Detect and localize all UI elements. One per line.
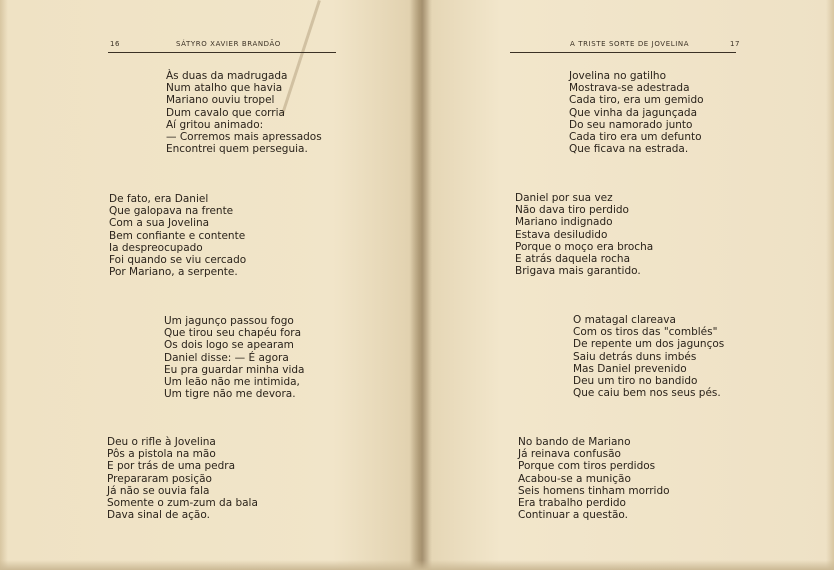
verse-line: Do seu namorado junto (569, 118, 693, 131)
verse-line: Deu o rifle à Jovelina (107, 436, 216, 448)
verse-line: Seis homens tinham morrido (518, 484, 670, 497)
verse-line: Acabou-se a munição (518, 472, 631, 485)
verse-line: O matagal clareava (573, 314, 676, 326)
right-stanza-1 (569, 70, 704, 155)
right-page-number: 17 (730, 40, 741, 48)
verse-line: Foi quando se viu cercado (109, 254, 247, 267)
verse-line: Não dava tiro perdido (515, 204, 629, 217)
verse-line: Porque o moço era brocha (515, 240, 654, 253)
verse-line: Que ficava na estrada. (569, 143, 689, 156)
verse-line: Já não se ouvia fala (107, 484, 210, 497)
left-header-rule (108, 52, 336, 53)
verse-line: Mostrava-se adestrada (569, 82, 690, 95)
left-stanza-4 (107, 436, 258, 521)
verse-line: Por Mariano, a serpente. (109, 266, 238, 279)
verse-line: Jovelina no gatilho (569, 70, 667, 82)
right-running-head: A TRISTE SORTE DE JOVELINA (570, 40, 690, 48)
verse-line: Que tirou seu chapéu fora (164, 327, 302, 340)
verse-line: Porque com tiros perdidos (518, 460, 656, 473)
verse-line: Os dois logo se apearam (164, 339, 294, 352)
verse-line: E por trás de uma pedra (107, 460, 236, 473)
verse-line: Estava desiludido (515, 228, 608, 241)
verse-line: Dum cavalo que corria (166, 106, 285, 119)
bottom-edge-shadow (0, 560, 834, 570)
verse-line: Prepararam posição (107, 472, 212, 485)
verse-line: Pôs a pistola na mão (107, 448, 216, 461)
right-stanza-3 (573, 314, 724, 399)
verse-line: Continuar a questão. (518, 509, 628, 522)
verse-line: Que galopava na frente (109, 205, 234, 218)
verse-line: Somente o zum-zum da bala (107, 497, 258, 510)
verse-line: Daniel por sua vez (515, 192, 613, 204)
left-stanza-1 (166, 70, 322, 155)
verse-line: Um jagunço passou fogo (164, 315, 294, 327)
verse-line: Mariano indignado (515, 216, 613, 229)
verse-line: Cada tiro era um defunto (569, 131, 702, 144)
verse-line: Um leão não me intimida, (164, 376, 300, 389)
left-stanza-3 (164, 315, 304, 400)
verse-line: Num atalho que havia (166, 82, 283, 95)
verse-line: Saiu detrás duns imbés (573, 350, 697, 363)
verse-line: Brigava mais garantido. (515, 265, 641, 278)
left-running-head: SÁTYRO XAVIER BRANDÃO (176, 40, 281, 48)
right-header-rule (510, 52, 736, 53)
verse-line: Dava sinal de ação. (107, 509, 210, 522)
verse-line: Deu um tiro no bandido (573, 375, 698, 388)
left-stanza-2 (109, 193, 246, 278)
verse-line: Com a sua Jovelina (109, 217, 210, 230)
verse-line: Às duas da madrugada (166, 70, 288, 82)
verse-line: Aí gritou animado: (166, 118, 264, 131)
right-stanza-2 (515, 192, 653, 277)
verse-line: Eu pra guardar minha vida (164, 363, 305, 376)
right-page (424, 0, 834, 570)
verse-line: De fato, era Daniel (109, 193, 209, 205)
verse-line: No bando de Mariano (518, 436, 631, 448)
verse-line: Um tigre não me devora. (164, 388, 296, 401)
verse-line: Bem confiante e contente (109, 229, 246, 242)
verse-line: Encontrei quem perseguia. (166, 143, 308, 156)
verse-line: Era trabalho perdido (518, 497, 626, 510)
verse-line: Mariano ouviu tropel (166, 94, 275, 107)
verse-line: Com os tiros das "comblés" (573, 326, 718, 339)
verse-line: Que caiu bem nos seus pés. (573, 387, 721, 400)
verse-line: Cada tiro, era um gemido (569, 94, 704, 107)
left-page-number: 16 (110, 40, 121, 48)
verse-line: Daniel disse: — É agora (164, 351, 289, 364)
verse-line: Que vinha da jagunçada (569, 106, 697, 119)
verse-line: E atrás daquela rocha (515, 253, 631, 266)
verse-line: Mas Daniel prevenido (573, 362, 687, 375)
verse-line: Ia despreocupado (109, 241, 203, 254)
right-stanza-4 (518, 436, 670, 521)
verse-line: De repente um dos jagunços (573, 338, 725, 351)
verse-line: — Corremos mais apressados (166, 131, 322, 144)
verse-line: Já reinava confusão (518, 448, 621, 461)
